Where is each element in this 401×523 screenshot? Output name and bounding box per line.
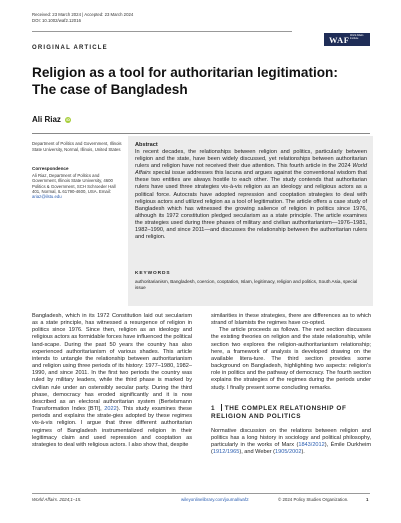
abstract-journal-name: World Affairs bbox=[135, 163, 367, 177]
affiliation: Department of Politics and Government, Illinois State University, Normal, Illinois, United States bbox=[32, 141, 122, 152]
citation-weber[interactable]: 1905/2002 bbox=[274, 449, 302, 456]
body-right-bottom-text: Normative discussion on the relations between religion and politics has a long history in sociology and political philosophy, particularly in the works of Marx ( bbox=[211, 428, 371, 449]
article-title: Religion as a tool for authoritarian legitimation: The case of Bangladesh bbox=[32, 65, 338, 97]
section-title: THE COMPLEX RELATIONSHIP OF RELIGION AND POLITICS bbox=[211, 405, 347, 420]
body-left-text: Bangladesh, which in its 1972 Constitution laid out secularism as a state principle, has witnessed a resurgence of religion in politics since 1976. Since then, religion as an ideology and religious actors as formidable forces have influenced the political land-scape. During the past 50 years the country has also experienced authoritarianism of various shades. This article intends to untangle the relationship between authoritarianism and religion using three periods of its history: 1977–1980, 1982–1990, and since 2011. In the first two periods the country was ruled by military leaders, while the third phase is marked by civilian rule under an ostensibly secular party. During the third phase, democracy has eroded significantly and it is now described as an electoral authoritarian system (Bertelsmann Transformation Index [BTI], bbox=[32, 313, 192, 413]
body-between-2: ), and Weber ( bbox=[239, 449, 275, 456]
email-label: Email: bbox=[98, 188, 111, 194]
body-between-1: ), Émile Durkheim ( bbox=[211, 442, 371, 456]
citation-durkheim[interactable]: 1912/1965 bbox=[212, 449, 240, 456]
accepted-date: Accepted: 23 March 2024 bbox=[84, 12, 134, 17]
footer-rule bbox=[32, 493, 370, 494]
body-right-bottom bbox=[211, 428, 371, 457]
email-link[interactable]: ariaz@ilstu.edu bbox=[32, 194, 62, 200]
page-number: 1 bbox=[366, 497, 369, 502]
section-heading bbox=[211, 404, 371, 421]
article-type: ORIGINAL ARTICLE bbox=[32, 45, 108, 51]
orcid-icon[interactable]: iD bbox=[66, 118, 70, 122]
title-rule bbox=[32, 133, 370, 134]
abstract-text bbox=[135, 149, 367, 241]
header-rule bbox=[32, 31, 292, 32]
abstract-heading: Abstract bbox=[135, 142, 158, 148]
section-number: 1 bbox=[211, 405, 216, 412]
body-left-text-end: ). This study examines these periods and explains the strate-gies adopted by these regimes vis-à-vis religion. I argue that three different authoritarian regimes of Bangladesh instrumentalized religion in their legitimacy claim and used repression and cooptation as strategies to deal with religious actors. I also show that, despite bbox=[32, 406, 192, 448]
header-separator: | bbox=[82, 12, 84, 17]
doi[interactable]: DOI: 10.1002/waf2.12016 bbox=[32, 18, 81, 24]
citation-bti[interactable]: 2022 bbox=[104, 406, 117, 413]
body-end: ). bbox=[301, 449, 305, 456]
waf-logo-subtext: World Affairs Institute bbox=[350, 34, 364, 40]
correspondence-address: Ali Riaz, Department of Politics and Government, Illinois State University, 4600 Politics & Government, SCH Schroeder Hall 401, Normal, IL 61790-4600, USA. bbox=[32, 173, 116, 194]
correspondence-heading: Correspondence bbox=[32, 166, 69, 171]
footer-url[interactable]: wileyonlinelibrary.com/journal/waf2 bbox=[181, 497, 249, 502]
keywords-heading: KEYWORDS bbox=[135, 271, 171, 276]
footer-journal: World Affairs. 2024;1–15. bbox=[32, 497, 82, 502]
section-separator bbox=[221, 404, 222, 411]
header-meta bbox=[32, 12, 332, 25]
author-name[interactable]: Ali Riaz bbox=[32, 115, 61, 124]
keywords-text: authoritarianism, Bangladesh, coercion, cooptation, Islam, legitimacy, religion and politics, South Asia, special issue bbox=[135, 279, 358, 291]
abstract-text-start: In recent decades, the relationships between religion and politics, particularly between religion and the state, have been widely discussed, yet relationships between authoritarian rulers and religion have not received their due attention. This fourth article in the 2024 bbox=[135, 149, 367, 170]
abstract-text-end: special issue addresses this lacuna and argues against the conventional wisdom that these two entities are always hostile to each other. The study contends that authoritarian rulers have used three strategies vis-à-vis religion as an ideology and religious actors as a political force. Autocrats have adopted repression and cooptation strategies to deal with religious actors and utilized religion as a tool of legitimation. The article offers a case study of Bangladesh which has witnessed the growing salience of religion in politics since 1976, although its 1972 constitution pledged secularism as a state principle. The article examines the strategies used during three phases of military and civilian authoritarianism—1976–1981, 1982–1990, and since 2011—and discusses the relationship between the authoritarian rulers and religion. bbox=[135, 170, 367, 241]
author bbox=[32, 115, 71, 124]
correspondence-body bbox=[32, 173, 124, 199]
body-left-column bbox=[32, 313, 192, 449]
body-right-column bbox=[211, 313, 371, 392]
citation-marx[interactable]: 1843/2012 bbox=[298, 442, 325, 449]
body-right-top: similarities in these strategies, there are differences as to which strand of Islamists the regimes have co-opted. bbox=[211, 313, 371, 327]
body-right-para2: The article proceeds as follows. The next section discusses the existing theories on religion and the state relationship, while section two explores the religion-authoritarianism relationship; here, a framework of analysis is developed drawing on the available litera-ture. The third section provides some background on Bangladesh, highlighting two aspects: religion's role in politics and the pathway of democracy. The fourth section explains the strategies of the regimes during the periods under study. I finally present some concluding remarks. bbox=[211, 327, 371, 391]
waf-logo-text: WAF bbox=[329, 34, 350, 45]
received-date: Received: 23 March 2024 bbox=[32, 12, 81, 17]
footer-copyright: © 2024 Policy Studies Organization. bbox=[278, 497, 349, 502]
